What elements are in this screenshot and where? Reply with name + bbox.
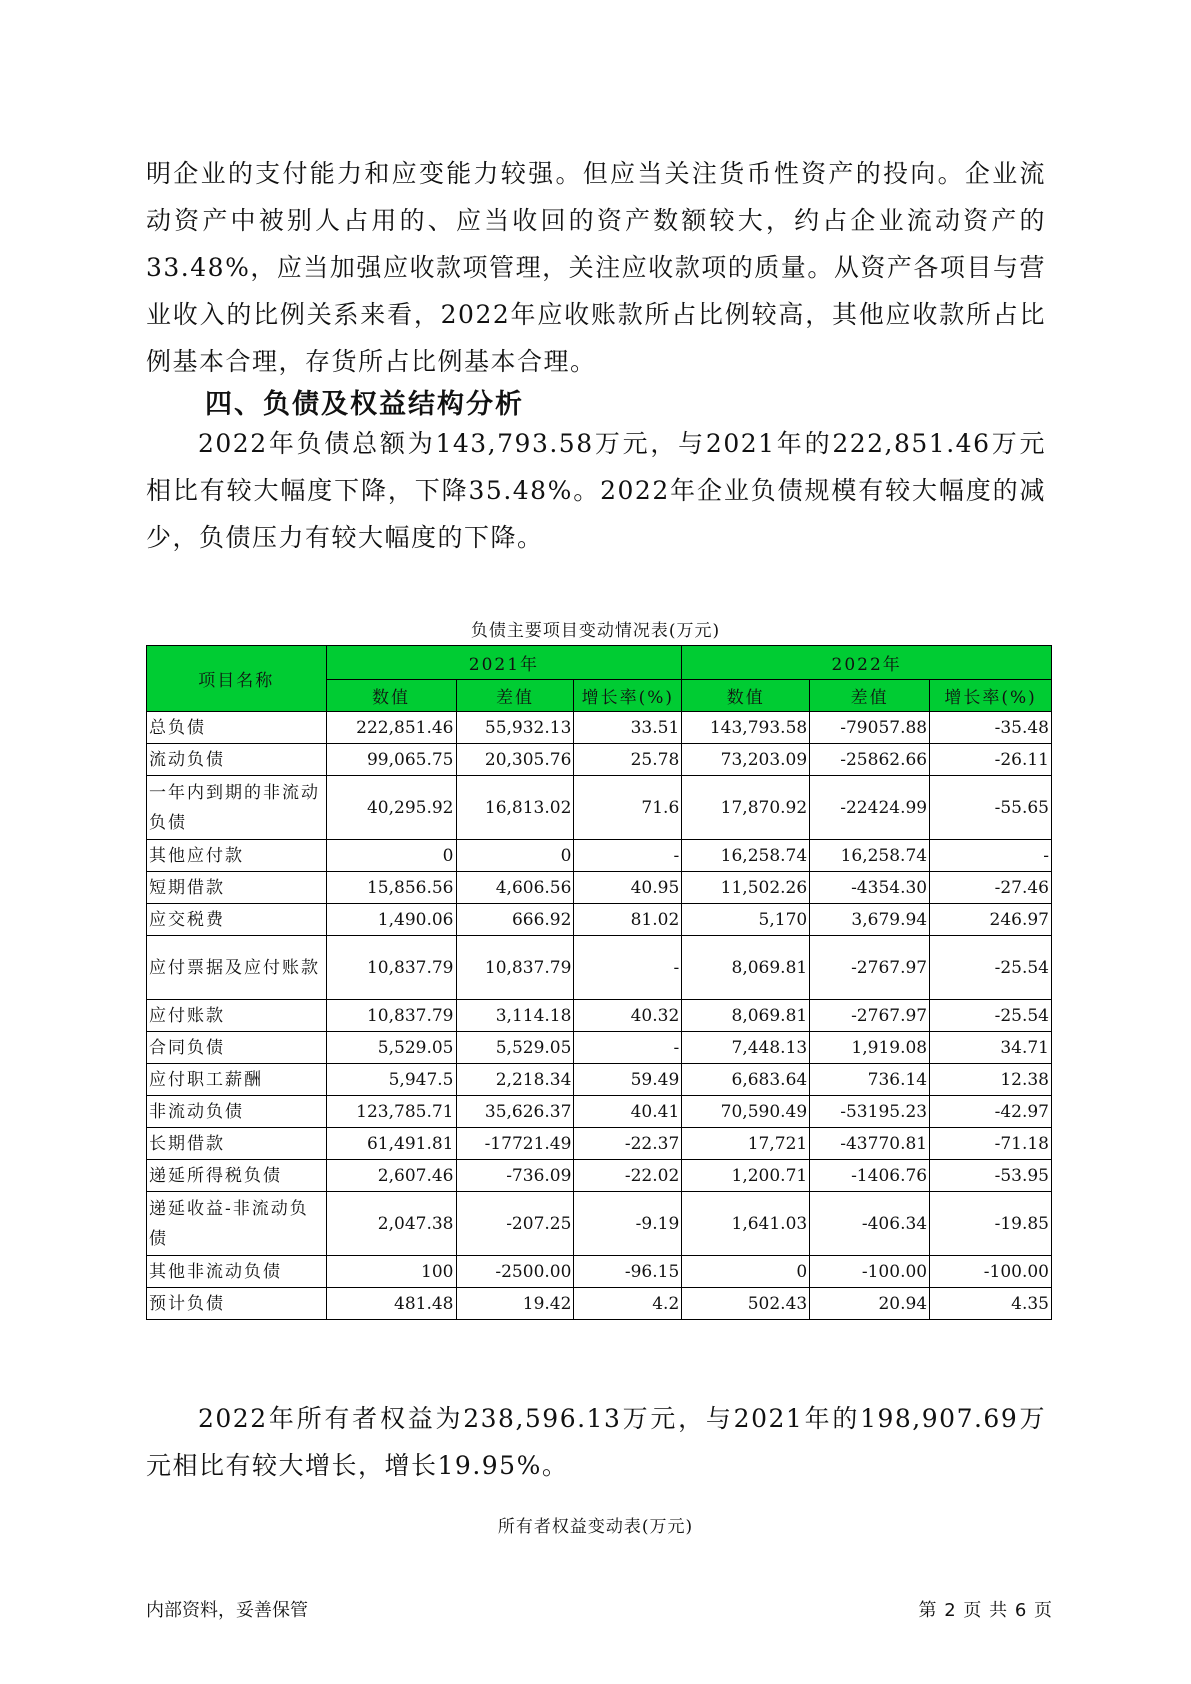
cell-2021-diff: 16,813.02 bbox=[456, 776, 574, 840]
cell-2022-diff: -53195.23 bbox=[810, 1096, 930, 1128]
row-name: 应付票据及应付账款 bbox=[147, 936, 327, 1000]
table-row bbox=[147, 1256, 1052, 1288]
cell-2021-value: 61,491.81 bbox=[326, 1128, 456, 1160]
table-row bbox=[147, 1288, 1052, 1320]
cell-2022-diff: -2767.97 bbox=[810, 1000, 930, 1032]
row-name: 其他非流动负债 bbox=[147, 1256, 327, 1288]
cell-2022-rate: 4.35 bbox=[930, 1288, 1052, 1320]
cell-2021-value: 10,837.79 bbox=[326, 936, 456, 1000]
cell-2022-rate: -26.11 bbox=[930, 744, 1052, 776]
col-diff-header: 差值 bbox=[456, 680, 574, 712]
cell-2022-diff: -406.34 bbox=[810, 1192, 930, 1256]
cell-2022-value: 70,590.49 bbox=[682, 1096, 810, 1128]
cell-2021-value: 0 bbox=[326, 840, 456, 872]
cell-2021-value: 222,851.46 bbox=[326, 712, 456, 744]
cell-2022-value: 73,203.09 bbox=[682, 744, 810, 776]
row-name: 应付职工薪酬 bbox=[147, 1064, 327, 1096]
cell-2021-rate: 40.32 bbox=[574, 1000, 682, 1032]
cell-2022-value: 8,069.81 bbox=[682, 936, 810, 1000]
cell-2021-value: 5,947.5 bbox=[326, 1064, 456, 1096]
cell-2022-rate: 12.38 bbox=[930, 1064, 1052, 1096]
cell-2021-rate: -96.15 bbox=[574, 1256, 682, 1288]
cell-2022-rate: -19.85 bbox=[930, 1192, 1052, 1256]
cell-2022-value: 1,200.71 bbox=[682, 1160, 810, 1192]
cell-2021-value: 1,490.06 bbox=[326, 904, 456, 936]
cell-2021-diff: 35,626.37 bbox=[456, 1096, 574, 1128]
equity-table-caption: 所有者权益变动表(万元) bbox=[497, 1517, 694, 1537]
table-row bbox=[147, 1000, 1052, 1032]
cell-2022-value: 7,448.13 bbox=[682, 1032, 810, 1064]
table-row bbox=[147, 936, 1052, 1000]
cell-2022-rate: -100.00 bbox=[930, 1256, 1052, 1288]
cell-2021-value: 2,607.46 bbox=[326, 1160, 456, 1192]
cell-2022-diff: -2767.97 bbox=[810, 936, 930, 1000]
cell-2022-diff: 16,258.74 bbox=[810, 840, 930, 872]
cell-2022-diff: 1,919.08 bbox=[810, 1032, 930, 1064]
cell-2022-rate: -42.97 bbox=[930, 1096, 1052, 1128]
cell-2021-rate: -22.02 bbox=[574, 1160, 682, 1192]
cell-2021-rate: 25.78 bbox=[574, 744, 682, 776]
cell-2022-value: 11,502.26 bbox=[682, 872, 810, 904]
cell-2021-rate: 81.02 bbox=[574, 904, 682, 936]
cell-2021-diff: 20,305.76 bbox=[456, 744, 574, 776]
cell-2021-rate: - bbox=[574, 1032, 682, 1064]
cell-2022-diff: -4354.30 bbox=[810, 872, 930, 904]
cell-2021-diff: 10,837.79 bbox=[456, 936, 574, 1000]
cell-2021-rate: 71.6 bbox=[574, 776, 682, 840]
cell-2022-rate: 246.97 bbox=[930, 904, 1052, 936]
cell-2022-value: 8,069.81 bbox=[682, 1000, 810, 1032]
col-growth-header: 增长率(%) bbox=[930, 680, 1052, 712]
table-row bbox=[147, 872, 1052, 904]
row-name: 短期借款 bbox=[147, 872, 327, 904]
table-row bbox=[147, 776, 1052, 840]
cell-2022-rate: 34.71 bbox=[930, 1032, 1052, 1064]
name-header: 项目名称 bbox=[147, 646, 327, 712]
col-growth-header: 增长率(%) bbox=[574, 680, 682, 712]
cell-2021-value: 40,295.92 bbox=[326, 776, 456, 840]
cell-2022-rate: - bbox=[930, 840, 1052, 872]
row-name: 预计负债 bbox=[147, 1288, 327, 1320]
table-caption: 负债主要项目变动情况表(万元) bbox=[470, 621, 721, 641]
col-value-header: 数值 bbox=[326, 680, 456, 712]
col-diff-header: 差值 bbox=[810, 680, 930, 712]
cell-2021-rate: 33.51 bbox=[574, 712, 682, 744]
cell-2022-rate: -71.18 bbox=[930, 1128, 1052, 1160]
cell-2021-diff: 55,932.13 bbox=[456, 712, 574, 744]
cell-2021-diff: 4,606.56 bbox=[456, 872, 574, 904]
row-name: 递延收益-非流动负债 bbox=[147, 1192, 327, 1256]
table-row bbox=[147, 1128, 1052, 1160]
row-name: 应交税费 bbox=[147, 904, 327, 936]
cell-2021-diff: 3,114.18 bbox=[456, 1000, 574, 1032]
cell-2022-rate: -55.65 bbox=[930, 776, 1052, 840]
table-row bbox=[147, 712, 1052, 744]
table-row bbox=[147, 840, 1052, 872]
row-name: 非流动负债 bbox=[147, 1096, 327, 1128]
cell-2022-value: 17,721 bbox=[682, 1128, 810, 1160]
cell-2021-rate: 40.41 bbox=[574, 1096, 682, 1128]
cell-2021-diff: -17721.49 bbox=[456, 1128, 574, 1160]
cell-2021-rate: - bbox=[574, 840, 682, 872]
cell-2021-rate: - bbox=[574, 936, 682, 1000]
table-row bbox=[147, 1192, 1052, 1256]
cell-2021-rate: 59.49 bbox=[574, 1064, 682, 1096]
cell-2021-diff: -736.09 bbox=[456, 1160, 574, 1192]
cell-2021-value: 99,065.75 bbox=[326, 744, 456, 776]
table-row bbox=[147, 1096, 1052, 1128]
cell-2022-value: 143,793.58 bbox=[682, 712, 810, 744]
year-2022-header: 2022年 bbox=[682, 646, 1052, 680]
cell-2021-value: 2,047.38 bbox=[326, 1192, 456, 1256]
row-name: 总负债 bbox=[147, 712, 327, 744]
cell-2022-diff: 20.94 bbox=[810, 1288, 930, 1320]
cell-2022-value: 5,170 bbox=[682, 904, 810, 936]
cell-2021-value: 15,856.56 bbox=[326, 872, 456, 904]
cell-2022-value: 17,870.92 bbox=[682, 776, 810, 840]
section-heading: 四、负债及权益结构分析 bbox=[205, 389, 524, 420]
cell-2022-rate: -25.54 bbox=[930, 936, 1052, 1000]
cell-2021-diff: 19.42 bbox=[456, 1288, 574, 1320]
cell-2021-value: 10,837.79 bbox=[326, 1000, 456, 1032]
table-row bbox=[147, 1064, 1052, 1096]
cell-2021-diff: 5,529.05 bbox=[456, 1032, 574, 1064]
table-row bbox=[147, 744, 1052, 776]
cell-2022-value: 6,683.64 bbox=[682, 1064, 810, 1096]
cell-2021-value: 100 bbox=[326, 1256, 456, 1288]
row-name: 合同负债 bbox=[147, 1032, 327, 1064]
cell-2022-value: 502.43 bbox=[682, 1288, 810, 1320]
row-name: 应付账款 bbox=[147, 1000, 327, 1032]
cell-2022-value: 0 bbox=[682, 1256, 810, 1288]
cell-2021-rate: -22.37 bbox=[574, 1128, 682, 1160]
cell-2021-value: 123,785.71 bbox=[326, 1096, 456, 1128]
row-name: 递延所得税负债 bbox=[147, 1160, 327, 1192]
cell-2021-rate: 40.95 bbox=[574, 872, 682, 904]
row-name: 一年内到期的非流动负债 bbox=[147, 776, 327, 840]
col-value-header: 数值 bbox=[682, 680, 810, 712]
cell-2022-diff: -25862.66 bbox=[810, 744, 930, 776]
cell-2022-value: 16,258.74 bbox=[682, 840, 810, 872]
cell-2021-diff: -207.25 bbox=[456, 1192, 574, 1256]
liability-table bbox=[146, 645, 1052, 1320]
cell-2022-diff: -43770.81 bbox=[810, 1128, 930, 1160]
cell-2022-rate: -27.46 bbox=[930, 872, 1052, 904]
row-name: 长期借款 bbox=[147, 1128, 327, 1160]
cell-2021-rate: -9.19 bbox=[574, 1192, 682, 1256]
cell-2022-diff: -100.00 bbox=[810, 1256, 930, 1288]
cell-2021-diff: -2500.00 bbox=[456, 1256, 574, 1288]
cell-2022-diff: -1406.76 bbox=[810, 1160, 930, 1192]
table-row bbox=[147, 1032, 1052, 1064]
equity-paragraph: 2022年所有者权益为238,596.13万元，与2021年的198,907.69万元相比有较大增长，增长19.95%。 bbox=[146, 1404, 1046, 1480]
footer-page-number: 第 2 页 共 6 页 bbox=[918, 1600, 1053, 1621]
cell-2021-diff: 0 bbox=[456, 840, 574, 872]
cell-2021-diff: 666.92 bbox=[456, 904, 574, 936]
cell-2022-rate: -25.54 bbox=[930, 1000, 1052, 1032]
cell-2021-value: 481.48 bbox=[326, 1288, 456, 1320]
cell-2022-value: 1,641.03 bbox=[682, 1192, 810, 1256]
cell-2022-diff: -22424.99 bbox=[810, 776, 930, 840]
cell-2021-diff: 2,218.34 bbox=[456, 1064, 574, 1096]
intro-paragraph: 明企业的支付能力和应变能力较强。但应当关注货币性资产的投向。企业流动资产中被别人占用的、应当收回的资产数额较大，约占企业流动资产的33.48%，应当加强应收款项管理，关注应收款项的质量。从资产各项目与营业收入的比例关系来看，2022年应收账款所占比例较高，其他应收款所占比例基本合理，存货所占比例基本合理。 bbox=[146, 159, 1046, 376]
footer-confidential-note: 内部资料，妥善保管 bbox=[146, 1600, 308, 1621]
cell-2022-diff: -79057.88 bbox=[810, 712, 930, 744]
cell-2022-rate: -53.95 bbox=[930, 1160, 1052, 1192]
cell-2022-diff: 736.14 bbox=[810, 1064, 930, 1096]
row-name: 流动负债 bbox=[147, 744, 327, 776]
table-row bbox=[147, 904, 1052, 936]
cell-2021-value: 5,529.05 bbox=[326, 1032, 456, 1064]
liability-paragraph: 2022年负债总额为143,793.58万元，与2021年的222,851.46万元相比有较大幅度下降，下降35.48%。2022年企业负债规模有较大幅度的减少，负债压力有较大幅度的下降。 bbox=[146, 429, 1046, 552]
cell-2022-diff: 3,679.94 bbox=[810, 904, 930, 936]
year-2021-header: 2021年 bbox=[326, 646, 682, 680]
table-row bbox=[147, 1160, 1052, 1192]
cell-2021-rate: 4.2 bbox=[574, 1288, 682, 1320]
cell-2022-rate: -35.48 bbox=[930, 712, 1052, 744]
row-name: 其他应付款 bbox=[147, 840, 327, 872]
